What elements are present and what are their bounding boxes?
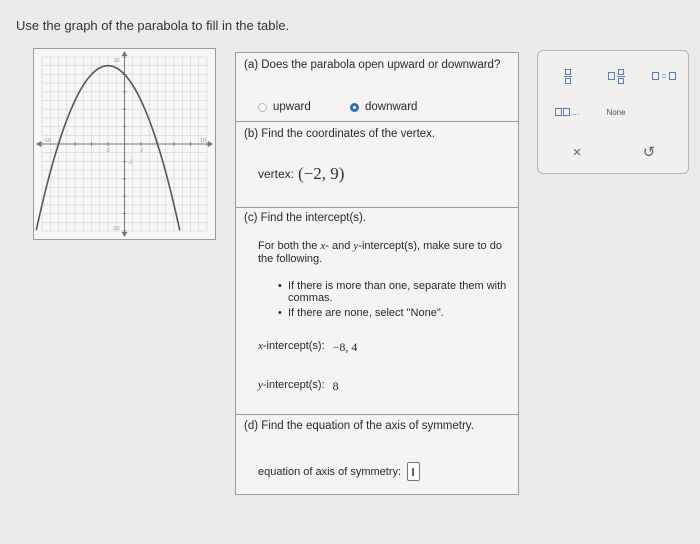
part-c-section xyxy=(236,208,518,415)
y-tick-label: -10 xyxy=(111,226,120,232)
downward-label: downward xyxy=(365,101,418,113)
x-tick-label: 10 xyxy=(200,138,207,144)
instruction-bullets xyxy=(278,280,516,322)
downward-radio-circle[interactable] xyxy=(350,103,359,112)
x-var: x xyxy=(258,340,263,352)
fraction-icon xyxy=(564,69,572,84)
list-button[interactable] xyxy=(548,101,586,123)
vertex-value[interactable]: (−2, 9) xyxy=(298,164,345,183)
y-intercept-value[interactable]: 8 xyxy=(332,379,339,393)
equation-icon: = xyxy=(652,71,675,81)
x-var: x xyxy=(320,240,326,252)
instruction-prefix: For both the xyxy=(258,240,321,252)
part-b-section xyxy=(236,122,518,208)
y-intercept-label xyxy=(258,379,325,394)
x-tick-label: 2 xyxy=(140,148,144,154)
part-c-prompt: (c) Find the intercept(s). xyxy=(244,212,367,224)
x-intercept-label xyxy=(258,340,325,355)
y-var: y xyxy=(258,379,263,391)
bullet-item: • If there is more than one, separate them with commas. xyxy=(278,280,516,304)
fraction-button[interactable] xyxy=(553,63,583,89)
upward-radio-circle[interactable] xyxy=(258,103,267,112)
vertex-field[interactable] xyxy=(258,164,344,184)
y-axis-arrow xyxy=(122,51,128,56)
part-d-prompt: (d) Find the equation of the axis of symmetry. xyxy=(244,420,474,432)
vertex-label: vertex: xyxy=(258,167,295,181)
list-icon: ... xyxy=(555,107,580,117)
clear-button[interactable] xyxy=(562,139,592,165)
instruction-suffix: -intercept(s), make sure to do the following. xyxy=(258,240,502,265)
graph-svg xyxy=(34,49,215,239)
undo-button[interactable] xyxy=(634,139,664,165)
y-var: y xyxy=(353,240,359,252)
axis-symmetry-input[interactable] xyxy=(407,462,420,481)
instructions: Use the graph of the parabola to fill in the table. xyxy=(16,18,290,33)
x-intercept-field[interactable] xyxy=(258,340,357,355)
upward-radio[interactable] xyxy=(258,101,311,113)
undo-icon: ↺ xyxy=(642,144,656,161)
x-tick-label: -10 xyxy=(43,138,51,144)
y-axis-arrow xyxy=(122,232,128,237)
bullet-item: • If there are none, select "None". xyxy=(278,307,516,319)
part-b-prompt: (b) Find the coordinates of the vertex. xyxy=(244,128,436,140)
x-intercept-label-text: -intercept(s): xyxy=(262,340,325,352)
x-tick-label: -2 xyxy=(105,148,110,154)
axis-symmetry-field[interactable] xyxy=(258,462,420,481)
x-intercept-value[interactable]: −8, 4 xyxy=(332,340,358,354)
none-button[interactable] xyxy=(596,101,636,123)
parabola-graph xyxy=(33,48,216,240)
math-tool-palette xyxy=(537,50,689,174)
y-tick-label: 10 xyxy=(113,58,120,64)
y-intercept-field[interactable] xyxy=(258,379,339,394)
x-axis-arrow xyxy=(208,141,213,147)
part-d-section xyxy=(236,415,518,495)
mixed-number-button[interactable] xyxy=(600,63,632,89)
close-icon: × xyxy=(572,143,582,161)
instruction-mid: - and xyxy=(325,240,354,252)
equals-button[interactable] xyxy=(646,63,682,89)
downward-radio[interactable] xyxy=(350,101,417,113)
mixed-number-icon xyxy=(608,69,625,84)
y-intercept-label-text: -intercept(s): xyxy=(262,379,325,391)
y-tick-label: -2 xyxy=(127,159,133,166)
part-a-prompt: (a) Does the parabola open upward or downward? xyxy=(244,59,501,71)
part-a-section xyxy=(236,53,518,122)
none-label: None xyxy=(606,107,626,117)
question-table xyxy=(235,52,519,495)
x-axis-arrow xyxy=(36,141,41,147)
axis-symmetry-label: equation of axis of symmetry: xyxy=(258,465,402,478)
intercept-instructions xyxy=(258,240,514,266)
upward-label: upward xyxy=(273,101,311,113)
